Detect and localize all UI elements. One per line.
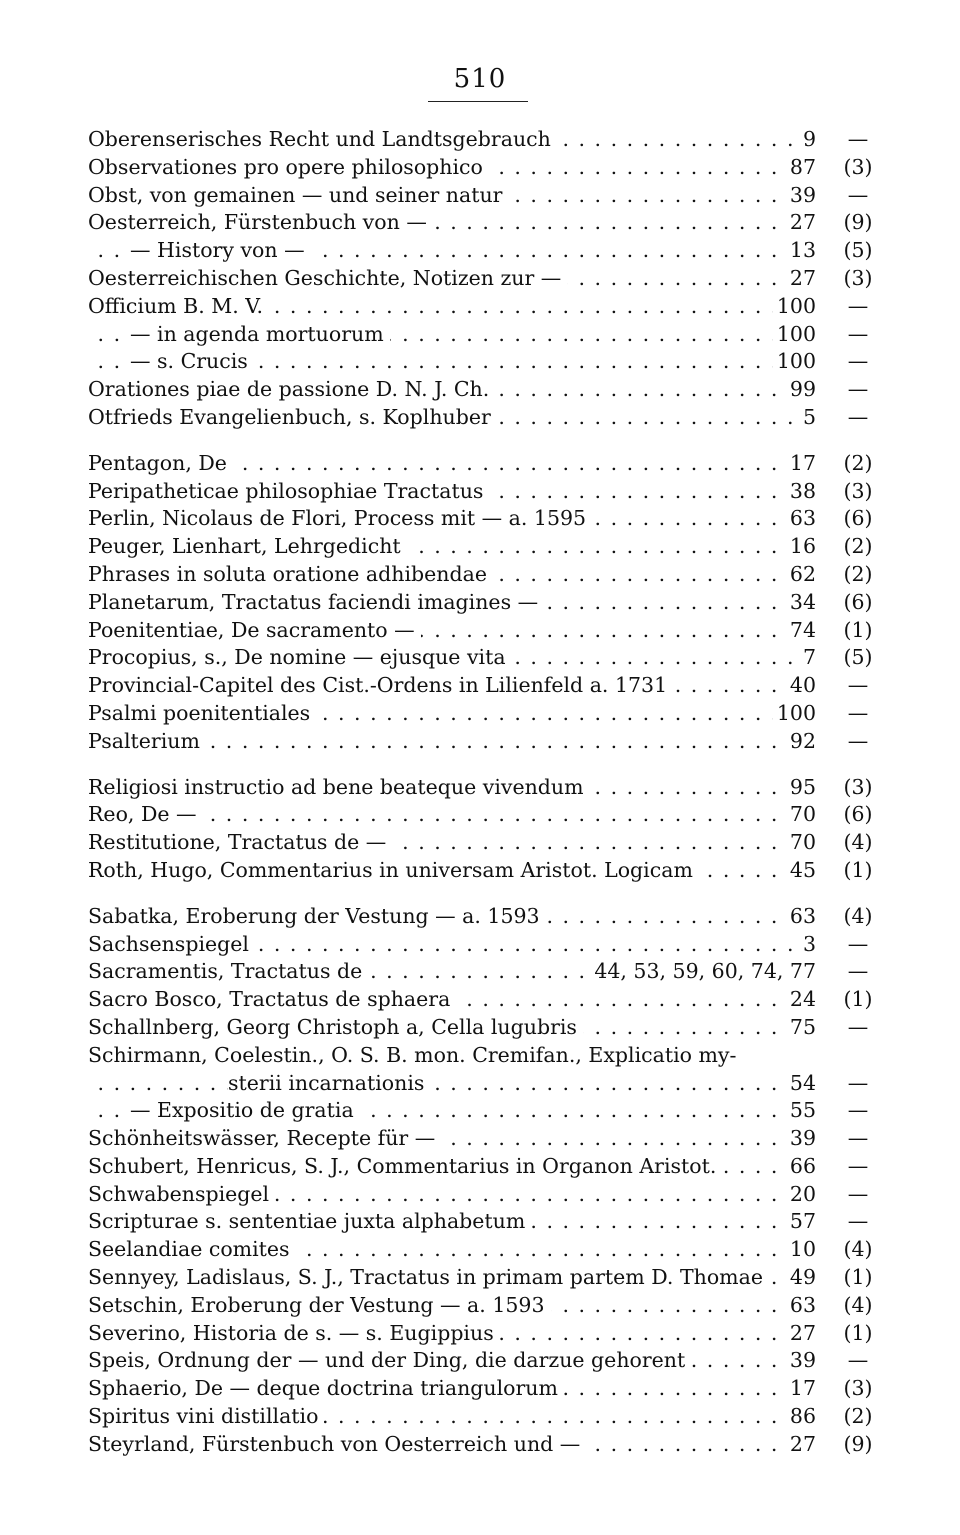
entry-title: Oesterreichischen Geschichte, Notizen zur —	[88, 266, 567, 290]
entry-count: (3)	[843, 1376, 873, 1401]
entry-page-ref: 39	[786, 1125, 816, 1153]
entry-page-ref: 13	[786, 237, 816, 265]
entry-count: (9)	[843, 1431, 873, 1456]
index-entry	[88, 931, 878, 959]
index-entry	[88, 903, 878, 931]
entry-count: (4)	[843, 830, 873, 855]
index-entry	[88, 1320, 878, 1348]
entry-count: (2)	[843, 534, 873, 559]
entry-count: (3)	[843, 265, 873, 290]
entry-count: (2)	[843, 450, 873, 475]
entry-count: —	[847, 1153, 869, 1178]
entry-page-ref: 34	[786, 589, 816, 617]
entry-count: (1)	[843, 987, 873, 1012]
index-entry	[88, 617, 878, 645]
entry-count: (2)	[843, 561, 873, 586]
entry-page-ref: 87	[786, 154, 816, 182]
entry-count: (5)	[843, 645, 873, 670]
entry-title: Sabatka, Eroberung der Vestung — a. 1593	[88, 904, 546, 928]
index-entry	[88, 505, 878, 533]
entry-title: Obst, von gemainen — und seiner natur	[88, 183, 508, 207]
index-entry	[88, 986, 878, 1014]
index-entry	[88, 1125, 878, 1153]
entry-title: — History von —	[130, 238, 311, 262]
entry-page-ref: 74	[786, 617, 816, 645]
index-entry	[88, 644, 878, 672]
entry-count: (9)	[843, 210, 873, 235]
entry-title: Schwabenspiegel	[88, 1182, 275, 1206]
entry-page-ref: 10	[786, 1236, 816, 1264]
entry-title: Sennyey, Ladislaus, S. J., Tractatus in primam partem D. Thomae	[88, 1265, 769, 1289]
entry-count: —	[847, 931, 869, 956]
entry-title: sterii incarnationis	[228, 1071, 430, 1095]
index-entry	[88, 1153, 878, 1181]
entry-page-ref: 55	[786, 1097, 816, 1125]
entry-title: Speis, Ordnung der — und der Ding, die darzue gehorent	[88, 1348, 691, 1372]
index-entry	[88, 700, 878, 728]
entry-page-ref: 24	[786, 986, 816, 1014]
index-entry	[88, 265, 878, 293]
entry-count: —	[847, 959, 869, 984]
index-list	[88, 126, 878, 1477]
index-entry	[88, 728, 878, 756]
entry-title: Sacramentis, Tractatus de	[88, 959, 368, 983]
entry-count: (5)	[843, 238, 873, 263]
index-entry	[88, 533, 878, 561]
entry-title: Peripatheticae philosophiae Tractatus	[88, 479, 489, 503]
index-entry	[88, 589, 878, 617]
entry-page-ref: 5	[799, 404, 816, 432]
page-number-rule	[428, 101, 528, 102]
entry-title: Orationes piae de passione D. N. J. Ch.	[88, 377, 495, 401]
index-entry	[88, 1403, 878, 1431]
entry-page-ref: 45	[786, 857, 816, 885]
entry-count: (4)	[843, 1292, 873, 1317]
entry-page-ref: 54	[786, 1070, 816, 1098]
entry-page-ref: 57	[786, 1208, 816, 1236]
entry-title: Schirmann, Coelestin., O. S. B. mon. Cremifan., Explicatio my-	[88, 1043, 742, 1067]
entry-title: Restitutione, Tractatus de —	[88, 830, 392, 854]
entry-count: —	[847, 1348, 869, 1373]
entry-count: (1)	[843, 1320, 873, 1345]
entry-page-ref: 100	[773, 348, 816, 376]
index-entry	[88, 404, 878, 432]
index-entry	[88, 209, 878, 237]
entry-page-ref: 16	[786, 533, 816, 561]
entry-page-ref: 9	[799, 126, 816, 154]
entry-page-ref: 49	[786, 1264, 816, 1292]
index-entry	[88, 1292, 878, 1320]
index-entry	[88, 293, 878, 321]
entry-title: Perlin, Nicolaus de Flori, Process mit — a. 1595	[88, 506, 592, 530]
index-entry	[88, 958, 878, 986]
entry-count: (2)	[843, 1404, 873, 1429]
entry-count: —	[847, 321, 869, 346]
index-entry	[88, 348, 878, 376]
entry-count: (1)	[843, 617, 873, 642]
index-group	[88, 903, 878, 1459]
entry-count: —	[847, 673, 869, 698]
entry-page-ref: 27	[786, 209, 816, 237]
entry-count: (4)	[843, 1237, 873, 1262]
entry-title: Phrases in soluta oratione adhibendae	[88, 562, 493, 586]
index-entry	[88, 561, 878, 589]
entry-page-ref: 40	[786, 672, 816, 700]
entry-title: Setschin, Eroberung der Vestung — a. 1593	[88, 1293, 551, 1317]
entry-count: —	[847, 700, 869, 725]
entry-count: (6)	[843, 802, 873, 827]
entry-count: —	[847, 1209, 869, 1234]
entry-page-ref: 63	[786, 1292, 816, 1320]
index-entry	[88, 672, 878, 700]
index-entry	[88, 376, 878, 404]
entry-count: —	[847, 349, 869, 374]
index-entry	[88, 1014, 878, 1042]
entry-title: Officium B. M. V.	[88, 294, 269, 318]
index-entry	[88, 1070, 878, 1098]
index-entry	[88, 857, 878, 885]
entry-page-ref: 99	[786, 376, 816, 404]
entry-page-ref: 17	[786, 450, 816, 478]
entry-count: —	[847, 182, 869, 207]
entry-page-ref: 44, 53, 59, 60, 74, 77	[590, 958, 816, 986]
index-entry	[88, 182, 878, 210]
index-entry	[88, 1264, 878, 1292]
index-entry	[88, 1181, 878, 1209]
entry-title: Oberenserisches Recht und Landtsgebrauch	[88, 127, 557, 151]
entry-title: Steyrland, Fürstenbuch von Oesterreich und —	[88, 1432, 586, 1456]
entry-title: Psalmi poenitentiales	[88, 701, 316, 725]
entry-title: Scripturae s. sententiae juxta alphabetum	[88, 1209, 531, 1233]
entry-page-ref: 62	[786, 561, 816, 589]
entry-count: —	[847, 1014, 869, 1039]
index-entry	[88, 478, 878, 506]
index-entry	[88, 1208, 878, 1236]
entry-page-ref: 63	[786, 903, 816, 931]
entry-page-ref: 39	[786, 1347, 816, 1375]
entry-title: Peuger, Lienhart, Lehrgedicht	[88, 534, 407, 558]
entry-title: Oesterreich, Fürstenbuch von —	[88, 210, 433, 234]
index-entry	[88, 1431, 878, 1459]
entry-count: (3)	[843, 774, 873, 799]
entry-count: (6)	[843, 506, 873, 531]
entry-page-ref: 75	[786, 1014, 816, 1042]
entry-title: Religiosi instructio ad bene beateque vivendum	[88, 775, 590, 799]
entry-title: Poenitentiae, De sacramento —	[88, 618, 421, 642]
entry-page-ref: 70	[786, 801, 816, 829]
entry-page-ref: 7	[799, 644, 816, 672]
entry-title: Schönheitswässer, Recepte für —	[88, 1126, 441, 1150]
entry-title: Planetarum, Tractatus faciendi imagines —	[88, 590, 544, 614]
entry-title: Pentagon, De	[88, 451, 233, 475]
entry-count: —	[847, 293, 869, 318]
entry-page-ref: 39	[786, 182, 816, 210]
entry-page-ref: 95	[786, 774, 816, 802]
entry-page-ref: 100	[773, 321, 816, 349]
entry-title: — s. Crucis	[130, 349, 254, 373]
index-entry	[88, 1375, 878, 1403]
entry-count: (3)	[843, 478, 873, 503]
entry-count: —	[847, 127, 869, 151]
entry-title: Spiritus vini distillatio	[88, 1404, 324, 1428]
index-entry	[88, 237, 878, 265]
entry-page-ref: 38	[786, 478, 816, 506]
index-entry	[88, 1042, 878, 1070]
entry-count: (3)	[843, 154, 873, 179]
entry-page-ref: 86	[786, 1403, 816, 1431]
entry-page-ref: 70	[786, 829, 816, 857]
index-entry	[88, 321, 878, 349]
entry-count: (1)	[843, 1265, 873, 1290]
entry-page-ref: 100	[773, 293, 816, 321]
entry-page-ref: 20	[786, 1181, 816, 1209]
entry-page-ref: 27	[786, 1431, 816, 1459]
entry-page-ref: 27	[786, 265, 816, 293]
entry-count: —	[847, 377, 869, 402]
index-entry	[88, 829, 878, 857]
entry-title: Sachsenspiegel	[88, 932, 255, 956]
entry-page-ref: 63	[786, 505, 816, 533]
entry-title: Sphaerio, De — deque doctrina triangulorum	[88, 1376, 564, 1400]
index-group	[88, 126, 878, 432]
entry-page-ref: 3	[799, 931, 816, 959]
entry-title: Schallnberg, Georg Christoph a, Cella lugubris	[88, 1015, 583, 1039]
index-entry	[88, 801, 878, 829]
index-group	[88, 774, 878, 885]
entry-title: Roth, Hugo, Commentarius in universam Aristot. Logicam	[88, 858, 699, 882]
index-group	[88, 450, 878, 756]
entry-page-ref: 100	[773, 700, 816, 728]
index-entry	[88, 1347, 878, 1375]
entry-count: —	[847, 1181, 869, 1206]
entry-title: — Expositio de gratia	[130, 1098, 360, 1122]
entry-title: Severino, Historia de s. — s. Eugippius	[88, 1321, 500, 1345]
index-entry	[88, 774, 878, 802]
entry-count: (6)	[843, 589, 873, 614]
entry-title: Provincial-Capitel des Cist.-Ordens in Lilienfeld a. 1731	[88, 673, 673, 697]
entry-title: Schubert, Henricus, S. J., Commentarius in Organon Aristot.	[88, 1154, 722, 1178]
entry-title: Procopius, s., De nomine — ejusque vita	[88, 645, 512, 669]
entry-count: —	[847, 1126, 869, 1151]
entry-count: —	[847, 1070, 869, 1095]
entry-page-ref: 27	[786, 1320, 816, 1348]
entry-page-ref: 66	[786, 1153, 816, 1181]
entry-title: Sacro Bosco, Tractatus de sphaera	[88, 987, 456, 1011]
index-entry	[88, 1236, 878, 1264]
index-entry	[88, 1097, 878, 1125]
entry-count: (4)	[843, 903, 873, 928]
entry-title: — in agenda mortuorum	[130, 322, 390, 346]
entry-page-ref: 92	[786, 728, 816, 756]
entry-title: Observationes pro opere philosophico	[88, 155, 489, 179]
entry-page-ref: 17	[786, 1375, 816, 1403]
entry-count: —	[847, 728, 869, 753]
entry-count: (1)	[843, 857, 873, 882]
entry-title: Otfrieds Evangelienbuch, s. Koplhuber	[88, 405, 497, 429]
entry-count: —	[847, 404, 869, 429]
entry-title: Reo, De —	[88, 802, 203, 826]
entry-title: Seelandiae comites	[88, 1237, 296, 1261]
entry-count: —	[847, 1098, 869, 1123]
index-entry	[88, 154, 878, 182]
entry-title: Psalterium	[88, 729, 206, 753]
index-entry	[88, 450, 878, 478]
page-number: 510	[453, 64, 507, 94]
index-entry	[88, 126, 878, 154]
